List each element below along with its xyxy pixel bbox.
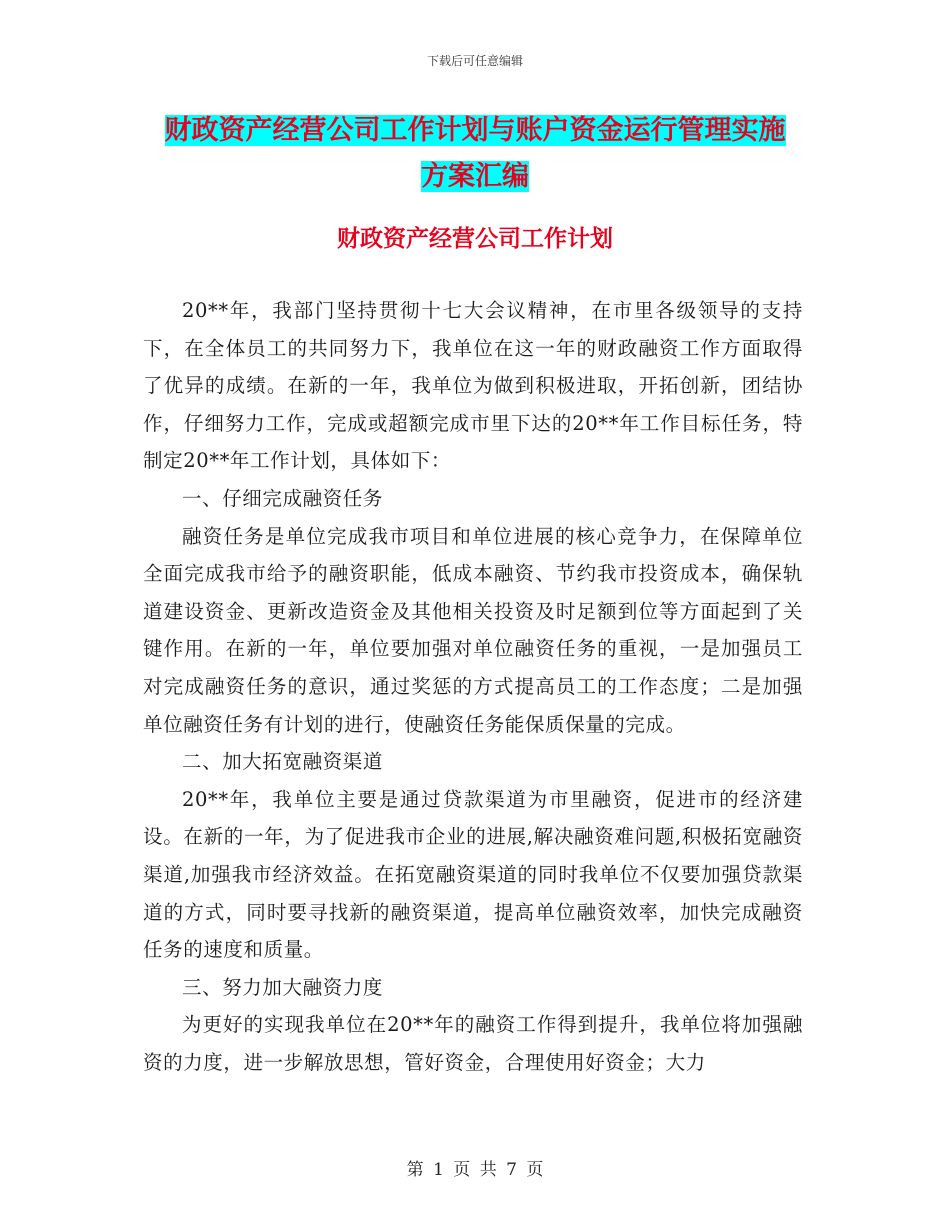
heading-2: 二、加大拓宽融资渠道 <box>182 750 384 774</box>
heading-3: 三、努力加大融资力度 <box>182 975 384 999</box>
paragraph-intro: 20**年，我部门坚持贯彻十七大会议精神，在市里各级领导的支持下，在全体员工的共同努力下，我单位在这一年的财政融资工作方面取得了优异的成绩。在新的一年，我单位为做到积极进取，开拓创新，团结协作，仔细努力工作，完成或超额完成市里下达的20**年工作目标任务，特制定20**年工作计划，具体如下： <box>143 299 803 473</box>
document-title-line1: 财政资产经营公司工作计划与账户资金运行管理实施 <box>164 115 786 146</box>
heading-1: 一、仔细完成融资任务 <box>182 486 384 510</box>
paragraph-3: 为更好的实现我单位在20**年的融资工作得到提升，我单位将加强融资的力度，进一步解放思想，管好资金，合理使用好资金；大力 <box>143 1013 803 1074</box>
document-title-line2: 方案汇编 <box>421 161 529 192</box>
paragraph-1: 融资任务是单位完成我市项目和单位进展的核心竞争力，在保障单位全面完成我市给予的融资职能，低成本融资、节约我市投资成本，确保轨道建设资金、更新改造资金及其他相关投资及时足额到位等方面起到了关键作用。在新的一年，单位要加强对单位融资任务的重视，一是加强员工对完成融资任务的意识，通过奖惩的方式提高员工的工作态度；二是加强单位融资任务有计划的进行，使融资任务能保质保量的完成。 <box>143 524 803 736</box>
document-body <box>143 292 803 1081</box>
document-title <box>150 108 800 200</box>
section-title: 财政资产经营公司工作计划 <box>337 225 613 252</box>
header-note: 下载后可任意编辑 <box>426 54 523 68</box>
page-number: 第 1 页 共 7 页 <box>406 1160 544 1180</box>
paragraph-2: 20**年，我单位主要是通过贷款渠道为市里融资，促进市的经济建设。在新的一年，为了促进我市企业的进展,解决融资难问题,积极拓宽融资渠道,加强我市经济效益。在拓宽融资渠道的同时我单位不仅要加强贷款渠道的方式，同时要寻找新的融资渠道，提高单位融资效率，加快完成融资任务的速度和质量。 <box>143 787 803 962</box>
